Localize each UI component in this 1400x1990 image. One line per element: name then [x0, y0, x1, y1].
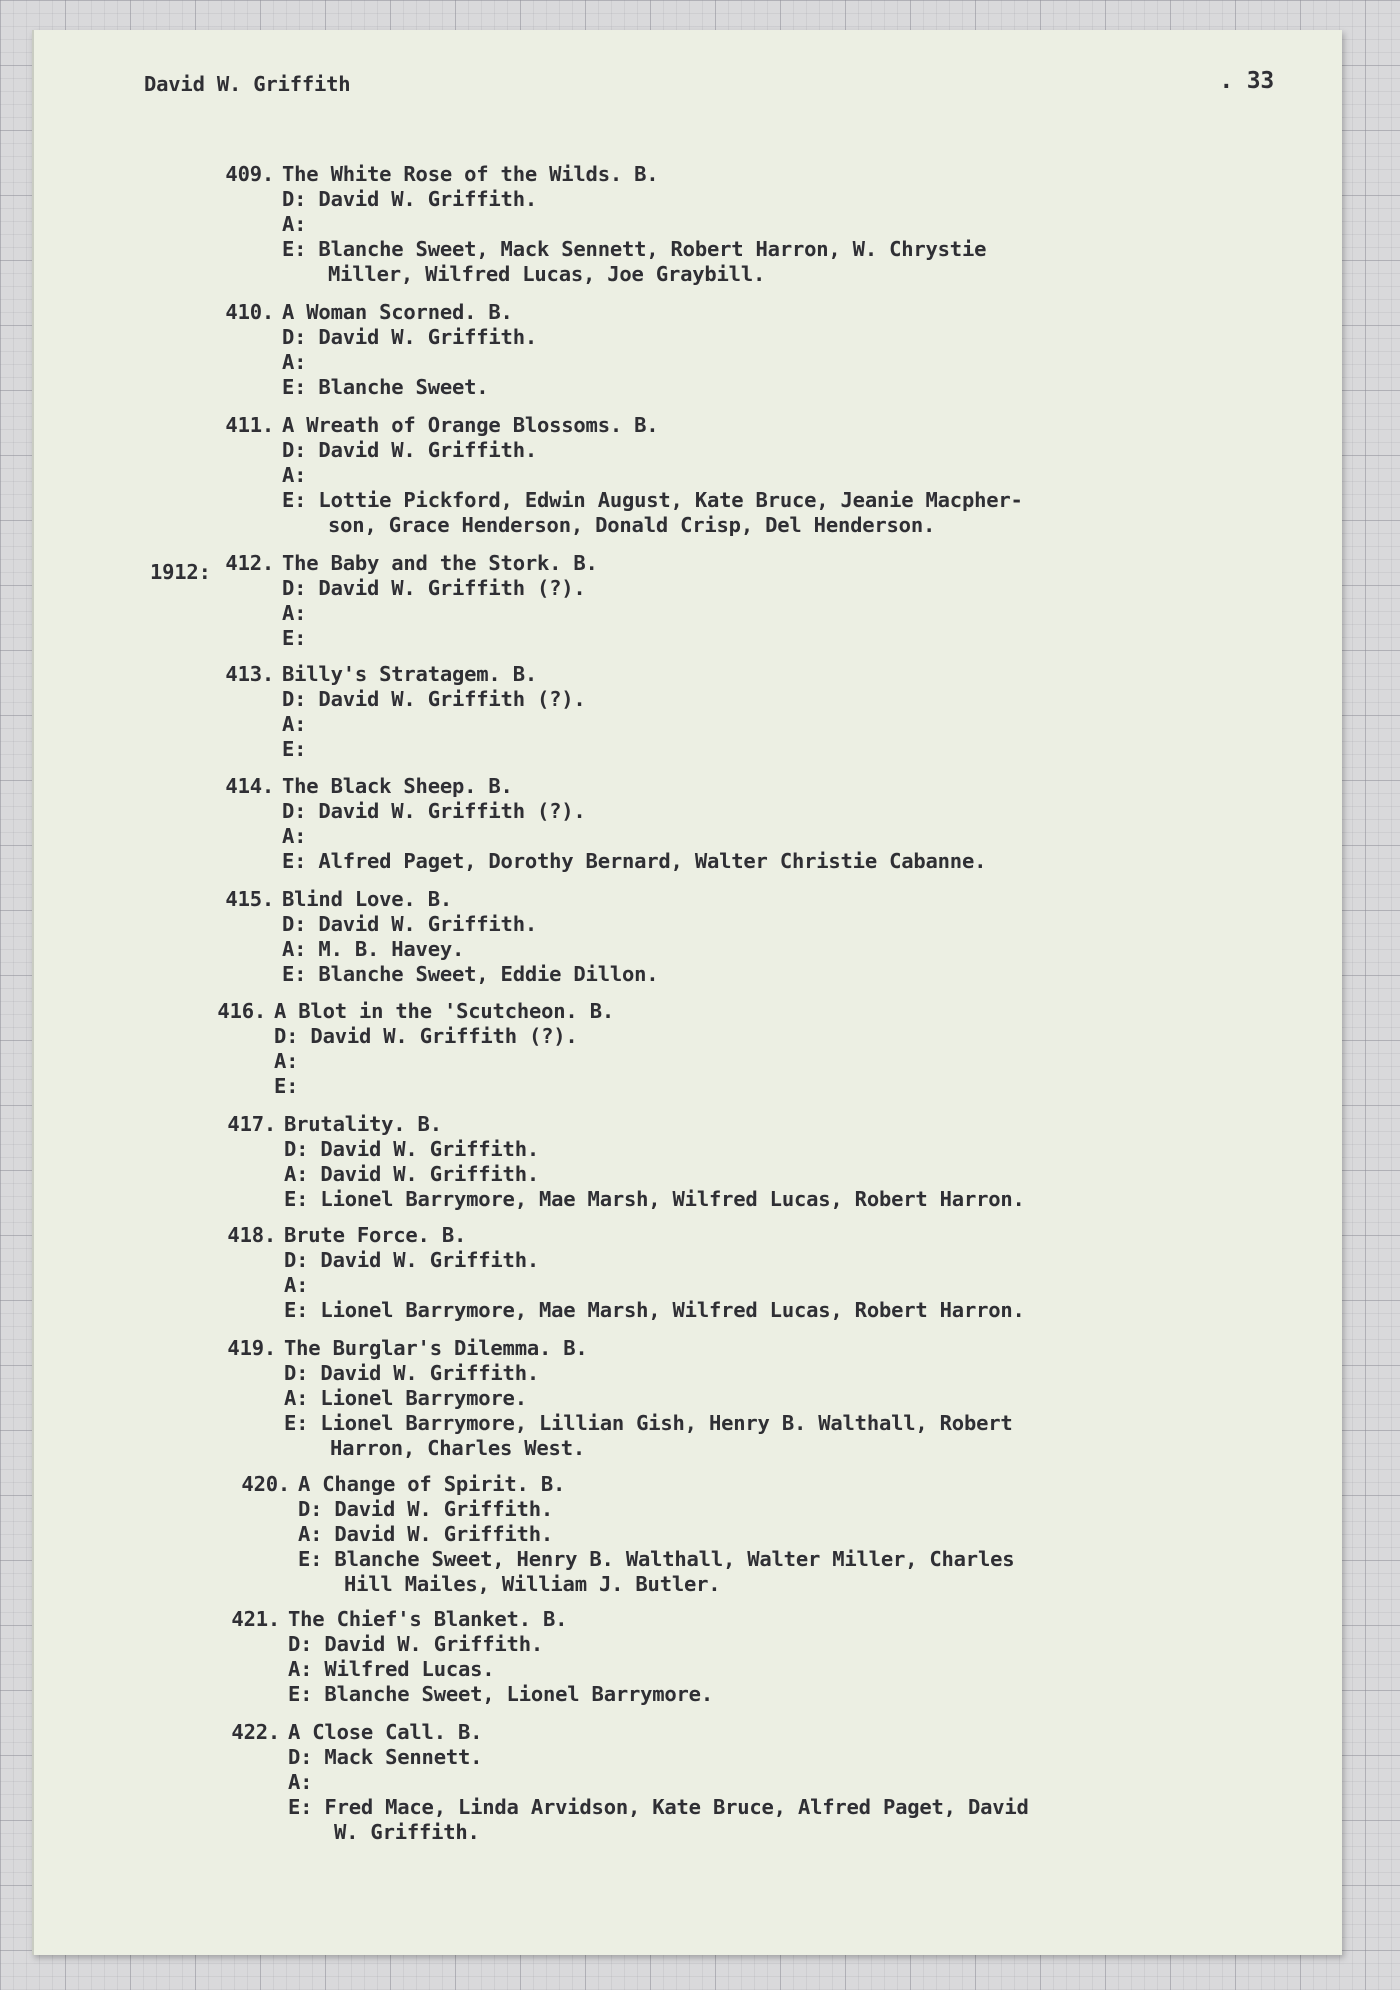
entry-number: 417.	[227, 1112, 276, 1136]
credit-line: D: David W. Griffith.	[298, 1497, 553, 1521]
entry-heading	[204, 887, 658, 912]
credit-line: D: David W. Griffith (?).	[282, 576, 586, 600]
entry-title: A Change of Spirit. B.	[298, 1472, 566, 1496]
entry-title: Brute Force. B.	[284, 1223, 467, 1247]
filmography-entry	[204, 887, 658, 987]
filmography-entry	[206, 1112, 1025, 1212]
entry-heading	[210, 1720, 1029, 1745]
credit-line: E: Lionel Barrymore, Mae Marsh, Wilfred Lucas, Robert Harron.	[284, 1187, 1025, 1211]
entry-credits	[288, 1632, 713, 1707]
filmography-entry	[206, 1223, 1025, 1323]
credit-line-continuation: son, Grace Henderson, Donald Crisp, Del Henderson.	[328, 513, 936, 537]
credit-line: E: Fred Mace, Linda Arvidson, Kate Bruce, Alfred Paget, David	[288, 1795, 1029, 1819]
credit-line: D: David W. Griffith.	[288, 1632, 543, 1656]
filmography-entry	[204, 774, 986, 874]
filmography-entry	[210, 1720, 1029, 1845]
page-number: . 33	[1219, 68, 1274, 94]
credit-line-continuation: Harron, Charles West.	[330, 1436, 585, 1460]
entry-number: 416.	[217, 999, 266, 1023]
credit-line: E:	[282, 626, 307, 650]
entry-heading	[204, 413, 1023, 438]
entry-heading	[206, 1223, 1025, 1248]
credit-line: A: Lionel Barrymore.	[284, 1386, 527, 1410]
credit-line: A:	[282, 212, 307, 236]
entry-heading	[210, 1607, 713, 1632]
credit-line: A: M. B. Havey.	[282, 937, 465, 961]
credit-line: E: Lottie Pickford, Edwin August, Kate Bruce, Jeanie Macpher-	[282, 488, 1023, 512]
credit-line: E:	[282, 737, 307, 761]
entry-title: The Burglar's Dilemma. B.	[284, 1336, 588, 1360]
entry-credits	[288, 1745, 1029, 1845]
credit-line: A:	[288, 1770, 313, 1794]
filmography-entry	[204, 413, 1023, 538]
entry-credits	[282, 799, 986, 874]
entry-number: 412.	[225, 551, 274, 575]
credit-line: E:	[274, 1074, 299, 1098]
filmography-entry	[206, 1336, 1013, 1461]
filmography-entry	[204, 662, 586, 762]
credit-line: A: David W. Griffith.	[284, 1162, 539, 1186]
entry-title: The Baby and the Stork. B.	[282, 551, 598, 575]
entry-number: 420.	[241, 1472, 290, 1496]
credit-line: E: Blanche Sweet, Lionel Barrymore.	[288, 1682, 713, 1706]
entry-title: The Black Sheep. B.	[282, 774, 513, 798]
entry-number: 418.	[227, 1223, 276, 1247]
entry-number: 411.	[225, 413, 274, 437]
entry-credits	[282, 325, 537, 400]
credit-line: E: Blanche Sweet, Eddie Dillon.	[282, 962, 659, 986]
credit-line: D: David W. Griffith.	[282, 187, 537, 211]
entry-number: 410.	[225, 300, 274, 324]
entry-number: 414.	[225, 774, 274, 798]
entry-credits	[282, 687, 586, 762]
entry-credits	[274, 1024, 614, 1099]
entry-heading	[220, 1472, 1014, 1497]
credit-line: E: Alfred Paget, Dorothy Bernard, Walter Christie Cabanne.	[282, 849, 987, 873]
entry-title: The Chief's Blanket. B.	[288, 1607, 568, 1631]
entry-credits	[284, 1137, 1025, 1212]
credit-line: E: Blanche Sweet, Henry B. Walthall, Walter Miller, Charles	[298, 1547, 1015, 1571]
filmography-entry	[204, 162, 986, 287]
entry-number: 413.	[225, 662, 274, 686]
credit-line: D: Mack Sennett.	[288, 1745, 483, 1769]
credit-line-continuation: W. Griffith.	[334, 1820, 480, 1844]
credit-line: D: David W. Griffith.	[284, 1248, 539, 1272]
credit-line: A:	[282, 712, 307, 736]
credit-line: D: David W. Griffith (?).	[282, 687, 586, 711]
entry-credits	[282, 912, 658, 987]
entry-credits	[284, 1361, 1013, 1461]
entry-heading	[204, 300, 537, 325]
entry-number: 415.	[225, 887, 274, 911]
credit-line-continuation: Miller, Wilfred Lucas, Joe Graybill.	[328, 262, 766, 286]
credit-line-continuation: Hill Mailes, William J. Butler.	[344, 1572, 721, 1596]
credit-line: E: Lionel Barrymore, Lillian Gish, Henry B. Walthall, Robert	[284, 1411, 1013, 1435]
entry-title: Blind Love. B.	[282, 887, 452, 911]
credit-line: D: David W. Griffith (?).	[274, 1024, 578, 1048]
credit-line: D: David W. Griffith.	[282, 912, 537, 936]
entry-heading	[204, 162, 986, 187]
credit-line: E: Blanche Sweet, Mack Sennett, Robert Harron, W. Chrystie	[282, 237, 987, 261]
entry-number: 409.	[225, 162, 274, 186]
entry-heading	[204, 774, 986, 799]
credit-line: D: David W. Griffith (?).	[282, 799, 586, 823]
entry-title: A Close Call. B.	[288, 1720, 483, 1744]
credit-line: A:	[284, 1273, 309, 1297]
credit-line: A:	[282, 463, 307, 487]
header-author-name: David W. Griffith	[144, 72, 351, 96]
credit-line: E: Lionel Barrymore, Mae Marsh, Wilfred Lucas, Robert Harron.	[284, 1298, 1025, 1322]
entry-credits	[284, 1248, 1025, 1323]
entry-heading	[204, 551, 598, 576]
entry-number: 419.	[227, 1336, 276, 1360]
credit-line: D: David W. Griffith.	[284, 1361, 539, 1385]
credit-line: A:	[282, 601, 307, 625]
entry-title: A Wreath of Orange Blossoms. B.	[282, 413, 659, 437]
credit-line: A:	[282, 350, 307, 374]
entry-number: 421.	[231, 1607, 280, 1631]
entry-heading	[206, 1336, 1013, 1361]
entry-credits	[282, 576, 598, 651]
entry-title: Brutality. B.	[284, 1112, 442, 1136]
entry-credits	[298, 1497, 1014, 1597]
entry-heading	[204, 662, 586, 687]
entry-heading	[206, 1112, 1025, 1137]
filmography-entry	[210, 1607, 713, 1707]
entry-heading	[196, 999, 614, 1024]
entry-title: Billy's Stratagem. B.	[282, 662, 537, 686]
credit-line: D: David W. Griffith.	[282, 325, 537, 349]
filmography-entry	[204, 300, 537, 400]
typed-page	[32, 30, 1342, 1955]
entry-title: A Blot in the 'Scutcheon. B.	[274, 999, 614, 1023]
credit-line: A: David W. Griffith.	[298, 1522, 553, 1546]
entry-credits	[282, 187, 986, 287]
entry-credits	[282, 438, 1023, 538]
credit-line: D: David W. Griffith.	[282, 438, 537, 462]
credit-line: A: Wilfred Lucas.	[288, 1657, 495, 1681]
year-marker: 1912:	[150, 560, 211, 584]
entry-title: A Woman Scorned. B.	[282, 300, 513, 324]
credit-line: E: Blanche Sweet.	[282, 375, 489, 399]
credit-line: A:	[282, 824, 307, 848]
entry-number: 422.	[231, 1720, 280, 1744]
entry-title: The White Rose of the Wilds. B.	[282, 162, 659, 186]
credit-line: A:	[274, 1049, 299, 1073]
credit-line: D: David W. Griffith.	[284, 1137, 539, 1161]
filmography-entry	[196, 999, 614, 1099]
filmography-entry	[220, 1472, 1014, 1597]
filmography-entry	[204, 551, 598, 651]
